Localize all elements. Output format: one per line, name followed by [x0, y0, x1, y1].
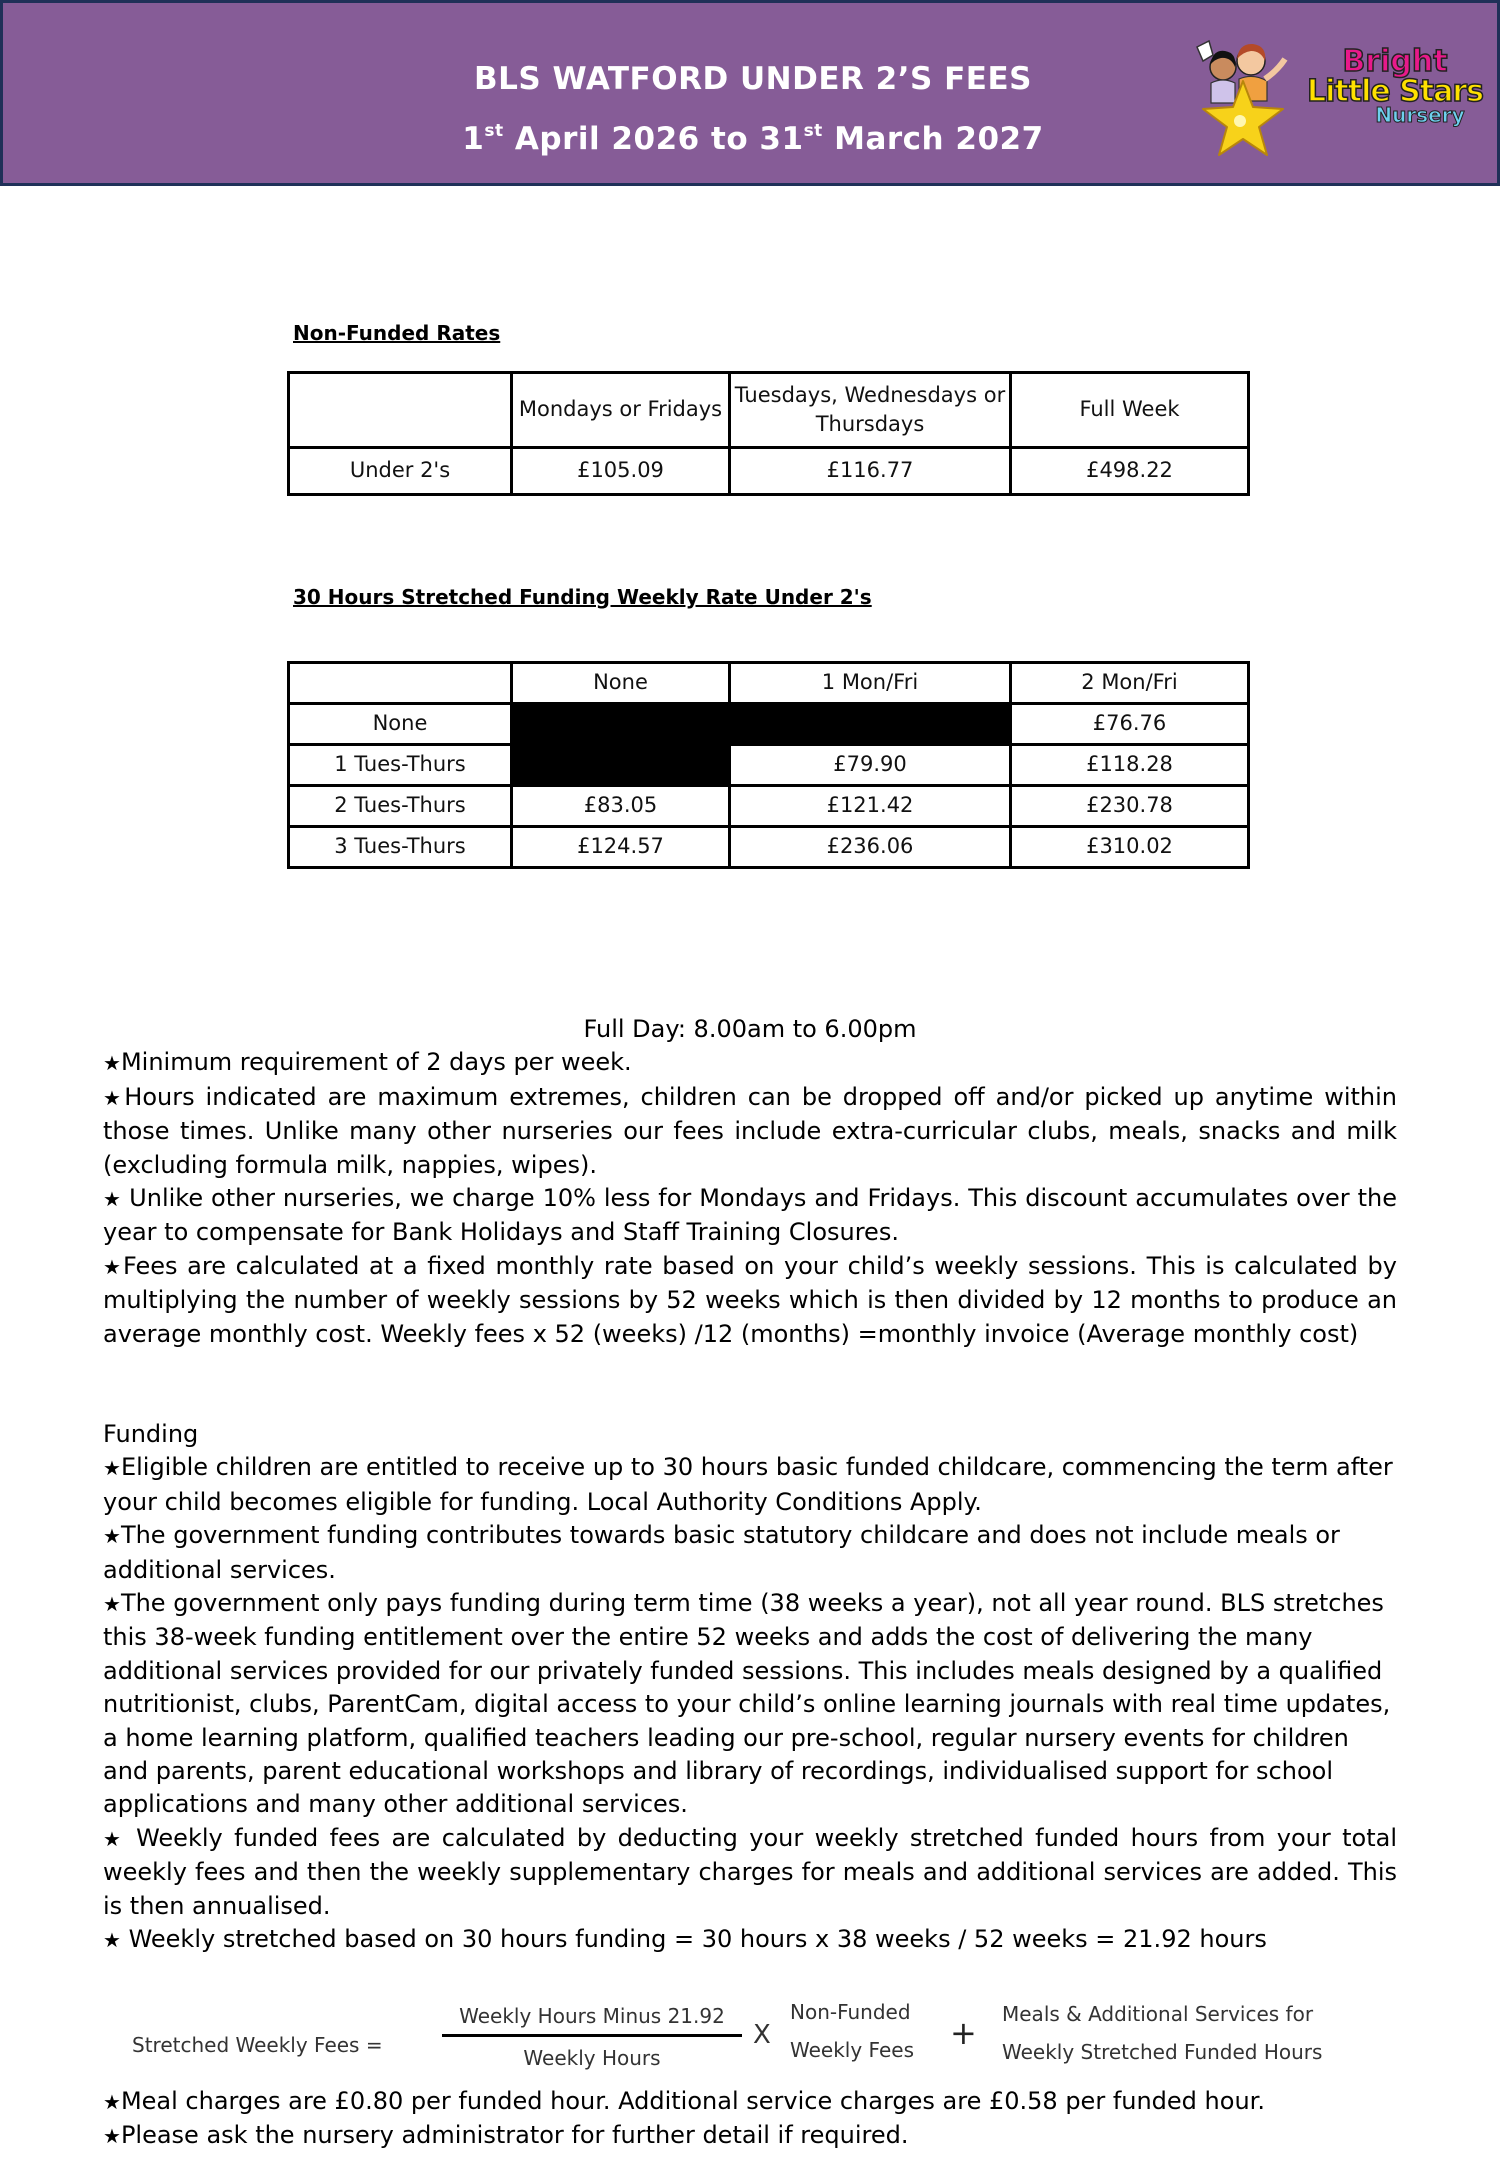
note-item: ★Please ask the nursery administrator for further detail if required.	[103, 2121, 909, 2150]
children-star-icon	[1193, 31, 1303, 161]
star-icon: ★	[103, 1254, 123, 1279]
table-row	[289, 745, 1249, 786]
formula-lhs: Stretched Weekly Fees =	[132, 2033, 383, 2057]
page-title: BLS WATFORD UNDER 2’S FEES	[474, 61, 1032, 97]
note-item: ★The government only pays funding during term time (38 weeks a year), not all year round. BLS stretches this 38-week funding entitlement over the entire 52 weeks and adds the cost of delivering the many additional services provided for our privately funded sessions. This includes meals designed by a qualified nutritionist, clubs, ParentCam, digital access to your child’s online learning journals with real time updates, a home learning platform, qualified teachers leading our pre-school, regular nursery events for children and parents, parent educational workshops and library of recordings, individualised support for school applications and many other additional services.	[103, 1589, 1391, 1819]
logo-text-nursery: Nursery	[1375, 103, 1465, 127]
table-cell: £105.09	[512, 448, 730, 495]
table-header-row	[289, 663, 1249, 704]
table-cell: £236.06	[730, 827, 1011, 868]
column-header	[289, 663, 512, 704]
fraction-bar	[442, 2034, 742, 2037]
table-cell: £118.28	[1011, 745, 1249, 786]
row-label: 2 Tues-Thurs	[289, 786, 512, 827]
star-icon: ★	[103, 1928, 121, 1953]
table-cell: £76.76	[1011, 704, 1249, 745]
header-banner	[0, 0, 1500, 186]
table-cell: £83.05	[512, 786, 730, 827]
formula-right-line1: Meals & Additional Services for	[1002, 2002, 1314, 2026]
column-header: 2 Mon/Fri	[1011, 663, 1249, 704]
date-start-suffix: st	[484, 121, 504, 141]
formula-middle-line2: Weekly Fees	[790, 2038, 914, 2062]
table-cell: £79.90	[730, 745, 1011, 786]
stretched-funding-table	[287, 661, 1250, 869]
star-icon: ★	[103, 1592, 121, 1617]
non-funded-rates-title: Non-Funded Rates	[293, 321, 501, 345]
row-label: Under 2's	[289, 448, 512, 495]
date-middle: April 2026 to 31	[503, 121, 804, 157]
column-header: 1 Mon/Fri	[730, 663, 1011, 704]
date-start-day: 1	[462, 121, 485, 157]
row-label: 1 Tues-Thurs	[289, 745, 512, 786]
column-header: Mondays or Fridays	[512, 373, 730, 448]
table-row	[289, 786, 1249, 827]
general-notes	[103, 1013, 1397, 1351]
note-item: ★Fees are calculated at a fixed monthly rate based on your child’s weekly sessions. This is calculated by multiplying the number of weekly sessions by 52 weeks which is then divided by 12 months to produce an average monthly cost. Weekly fees x 52 (weeks) /12 (months) =monthly invoice (Average monthly cost)	[103, 1251, 1397, 1348]
funding-heading: Funding	[103, 1420, 199, 1448]
multiply-sign: X	[753, 2020, 771, 2050]
column-header: Full Week	[1011, 373, 1249, 448]
logo-text-little-stars: Little Stars	[1307, 74, 1483, 109]
star-icon: ★	[103, 2124, 121, 2149]
table-cell: £230.78	[1011, 786, 1249, 827]
plus-sign: +	[950, 2014, 977, 2052]
note-item: ★ Weekly stretched based on 30 hours funding = 30 hours x 38 weeks / 52 weeks = 21.92 hours	[103, 1925, 1267, 1954]
note-item: ★The government funding contributes towards basic statutory childcare and does not include meals or additional services.	[103, 1521, 1340, 1584]
formula-numerator: Weekly Hours Minus 21.92	[459, 2004, 725, 2028]
table-row	[289, 827, 1249, 868]
star-icon: ★	[103, 1187, 122, 1212]
row-label: 3 Tues-Thurs	[289, 827, 512, 868]
note-item: ★Hours indicated are maximum extremes, children can be dropped off and/or picked up anytime within those times. Unlike many other nurseries our fees include extra-curricular clubs, meals, snacks and milk (excluding formula milk, nappies, wipes).	[103, 1082, 1398, 1179]
stretched-funding-title: 30 Hours Stretched Funding Weekly Rate Under 2's	[293, 585, 872, 609]
star-icon: ★	[103, 1524, 121, 1549]
stretched-fee-formula	[130, 2000, 1390, 2090]
star-icon: ★	[103, 1826, 125, 1851]
table-cell: £124.57	[512, 827, 730, 868]
note-item: ★ Unlike other nurseries, we charge 10% less for Mondays and Fridays. This discount accumulates over the year to compensate for Bank Holidays and Staff Training Closures.	[103, 1184, 1397, 1247]
table-row	[289, 448, 1249, 495]
star-icon: ★	[103, 1051, 121, 1076]
formula-right-line2: Weekly Stretched Funded Hours	[1002, 2040, 1323, 2064]
blocked-cell	[512, 745, 730, 786]
formula-denominator: Weekly Hours	[523, 2046, 661, 2070]
bright-little-stars-logo	[1193, 31, 1493, 161]
star-icon: ★	[103, 2090, 121, 2114]
note-item: ★Meal charges are £0.80 per funded hour. Additional service charges are £0.58 per funded hour.	[103, 2087, 1265, 2115]
table-row	[289, 704, 1249, 745]
blocked-cell	[512, 704, 730, 745]
column-header: None	[512, 663, 730, 704]
date-end: March 2027	[822, 121, 1044, 157]
closing-notes	[103, 2085, 1397, 2154]
table-cell: £310.02	[1011, 827, 1249, 868]
column-header	[289, 373, 512, 448]
blocked-cell	[730, 704, 1011, 745]
formula-middle-line1: Non-Funded	[790, 2000, 911, 2024]
star-icon: ★	[103, 1456, 121, 1481]
note-item: ★Minimum requirement of 2 days per week.	[103, 1048, 632, 1077]
table-cell: £116.77	[730, 448, 1011, 495]
column-header: Tuesdays, Wednesdays or Thursdays	[730, 373, 1011, 448]
note-item: ★ Weekly funded fees are calculated by deducting your weekly stretched funded hours from your total weekly fees and then the weekly supplementary charges for meals and additional services are added. This is then annualised.	[103, 1823, 1397, 1920]
full-day-hours: Full Day: 8.00am to 6.00pm	[583, 1015, 917, 1043]
funding-notes	[103, 1418, 1397, 1958]
star-icon: ★	[103, 1085, 125, 1110]
table-header-row	[289, 373, 1249, 448]
table-cell: £121.42	[730, 786, 1011, 827]
table-cell: £498.22	[1011, 448, 1249, 495]
date-end-suffix: st	[803, 121, 823, 141]
note-item: ★Eligible children are entitled to receive up to 30 hours basic funded childcare, commencing the term after your child becomes eligible for funding. Local Authority Conditions Apply.	[103, 1453, 1393, 1516]
non-funded-rates-table	[287, 371, 1250, 496]
logo-text-bright: Bright	[1342, 44, 1448, 79]
row-label: None	[289, 704, 512, 745]
